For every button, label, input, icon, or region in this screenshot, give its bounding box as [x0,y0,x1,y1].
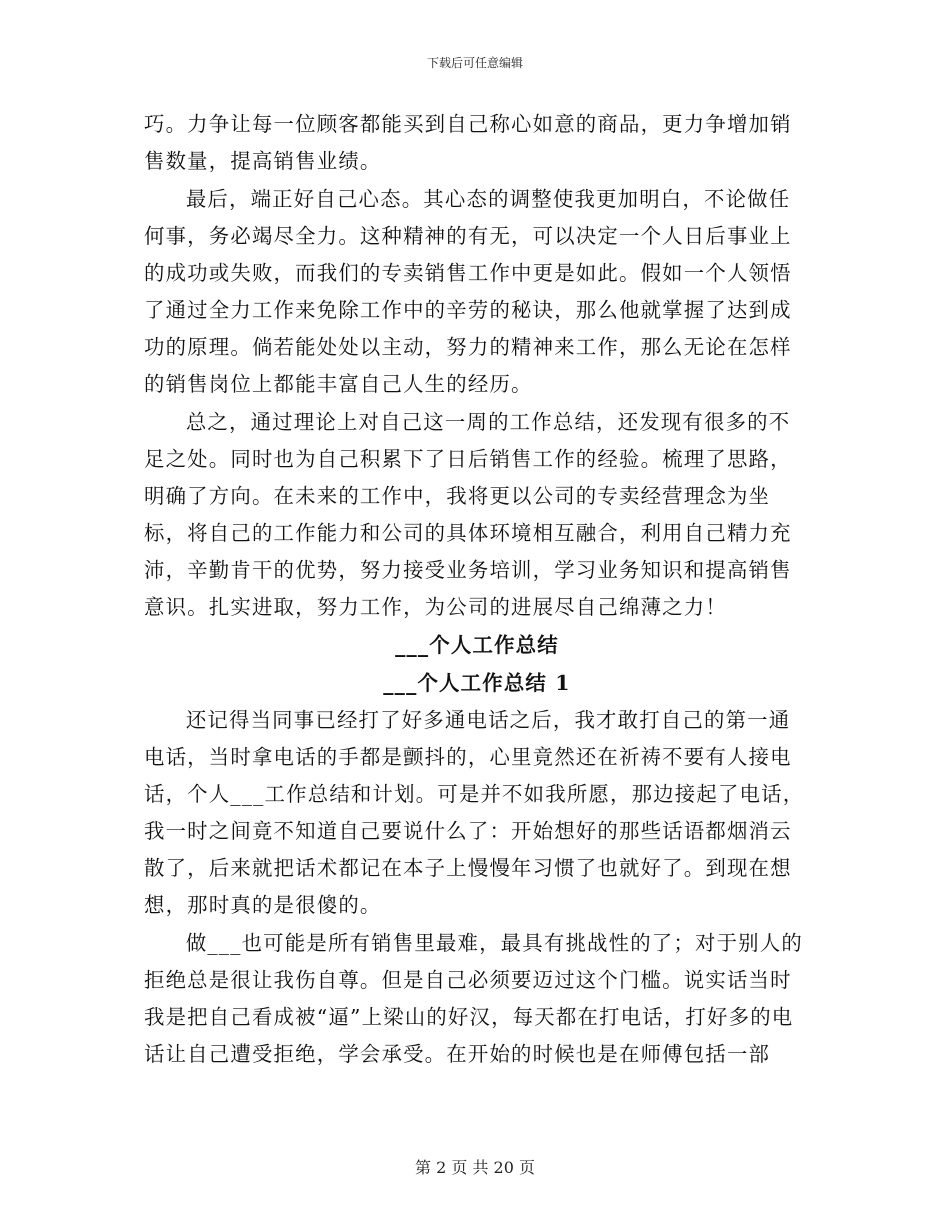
page-number: 第 2 页 共 20 页 [415,1158,535,1177]
section-heading: ___个人工作总结 [395,633,559,657]
section-subheading: ___个人工作总结 1 [383,671,571,695]
paragraph-2: 最后，端正好自己心态。其心态的调整使我更加明白，不论做任何事，务必竭尽全力。这种精神的有无，可以决定一个人日后事业上的成功或失败，而我们的专卖销售工作中更是如此。假如一个人领悟了通过全力工作来免除工作中的辛劳的秘诀，那么他就掌握了达到成功的原理。倘若能处处以主动，努力的精神来工作，那么无论在怎样的销售岗位上都能丰富自己人生的经历。 [144,187,792,396]
paragraph-5: 做___也可能是所有销售里最难，最具有挑战性的了；对于别人的拒绝总是很让我伤自尊。但是自己必须要迈过这个门槛。说实话当时我是把自己看成被“逼”上梁山的好汉，每天都在打电话，打好多的电话让自己遭受拒绝，学会承受。在开始的时候也是在师傅包括一部 [144,931,803,1066]
paragraph-3: 总之，通过理论上对自己这一周的工作总结，还发现有很多的不足之处。同时也为自己积累下了日后销售工作的经验。梳理了思路，明确了方向。在未来的工作中，我将更以公司的专卖经营理念为坐标，将自己的工作能力和公司的具体环境相互融合，利用自己精力充沛，辛勤肯干的优势，努力接受业务培训，学习业务知识和提高销售意识。扎实进取，努力工作，为公司的进展尽自己绵薄之力！ [144,410,792,619]
paragraph-1: 巧。力争让每一位顾客都能买到自己称心如意的商品，更力争增加销售数量，提高销售业绩。 [144,112,792,173]
paragraph-4: 还记得当同事已经打了好多通电话之后，我才敢打自己的第一通电话，当时拿电话的手都是颤抖的，心里竟然还在祈祷不要有人接电话，个人___工作总结和计划。可是并不如我所愿，那边接起了电话，我一时之间竟不知道自己要说什么了：开始想好的那些话语都烟消云散了，后来就把话术都记在本子上慢慢年习惯了也就好了。到现在想想，那时真的是很傻的。 [144,708,805,917]
document-body [144,106,810,1073]
page-header: 下载后可任意编辑 [426,56,523,70]
